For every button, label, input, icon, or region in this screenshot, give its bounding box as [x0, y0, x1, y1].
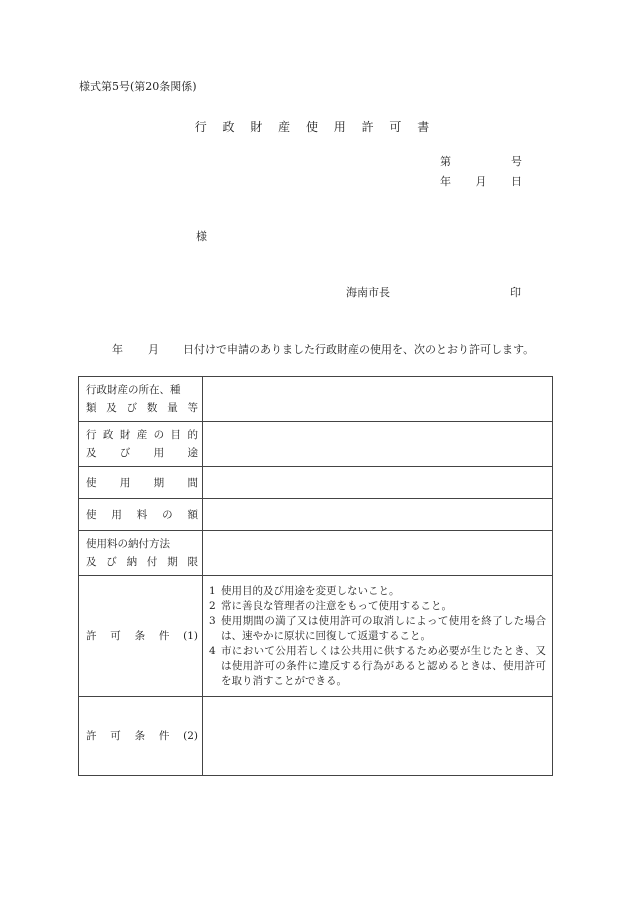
condition-item — [209, 644, 546, 689]
condition-number: 3 — [209, 614, 216, 627]
condition-number: 1 — [209, 584, 216, 597]
row-label-conditions-2 — [79, 697, 203, 776]
date-day: 日 — [511, 175, 522, 188]
row-value-period — [203, 467, 553, 499]
condition-text: 市において公用若しくは公共用に供するため必要が生じたとき、又は使用許可の条件に違反する行為があると認めるときは、使用許可を取り消すことができる。 — [221, 644, 546, 687]
body-month: 月 — [148, 343, 159, 356]
table-row — [79, 531, 553, 576]
row-label-fee — [79, 499, 203, 531]
table-row — [79, 377, 553, 422]
table-row — [79, 576, 553, 697]
label-line: 許 可 条 件 (1) — [86, 630, 198, 642]
doc-number-suffix: 号 — [511, 155, 522, 168]
row-label-payment — [79, 531, 203, 576]
row-label-purpose — [79, 422, 203, 467]
date-month: 月 — [475, 175, 487, 188]
condition-text: 常に善良な管理者の注意をもって使用すること。 — [221, 599, 452, 612]
condition-item — [209, 584, 546, 599]
doc-number-prefix: 第 — [440, 155, 451, 168]
permit-table — [78, 376, 553, 776]
table-row — [79, 422, 553, 467]
table-row — [79, 499, 553, 531]
row-value-payment — [203, 531, 553, 576]
date-year: 年 — [440, 175, 451, 188]
label-line: 及 び 納 付 期 限 — [86, 556, 198, 568]
row-label-period — [79, 467, 203, 499]
condition-text: 使用期間の満了又は使用許可の取消しによって使用を終了した場合は、速やかに原状に回復して返還すること。 — [221, 614, 546, 642]
label-line: 使用料の納付方法 — [86, 538, 170, 550]
row-value-fee — [203, 499, 553, 531]
addressee-honorific: 様 — [196, 230, 207, 243]
body-year: 年 — [112, 343, 123, 356]
row-value-purpose — [203, 422, 553, 467]
row-label-conditions-1 — [79, 576, 203, 697]
issue-date — [440, 175, 522, 189]
condition-item — [209, 599, 546, 614]
body-text: 日付けで申請のありました行政財産の使用を、次のとおり許可します。 — [183, 343, 535, 356]
conditions-1-cell — [203, 576, 553, 697]
label-line: 類 及 び 数 量 等 — [86, 402, 198, 414]
label-line: 行政財産の所在、種 — [86, 384, 181, 396]
table-row — [79, 467, 553, 499]
conditions-2-cell — [203, 697, 553, 776]
document-title: 行 政 財 産 使 用 許 可 書 — [194, 120, 436, 134]
condition-text: 使用目的及び用途を変更しないこと。 — [221, 584, 400, 597]
body-statement — [112, 343, 534, 357]
issuer-name: 海南市長 — [346, 286, 390, 299]
seal-mark: 印 — [510, 286, 521, 299]
label-line: 使 用 期 間 — [86, 476, 198, 489]
document-number — [440, 155, 522, 169]
condition-number: 4 — [209, 644, 216, 657]
row-label-property — [79, 377, 203, 422]
row-value-property — [203, 377, 553, 422]
form-number: 様式第5号(第20条関係) — [79, 80, 197, 93]
label-line: 行 政 財 産 の 目 的 — [86, 429, 198, 441]
condition-item — [209, 614, 546, 644]
label-line: 及 び 用 途 — [86, 447, 198, 459]
label-line: 許 可 条 件 (2) — [86, 730, 198, 742]
condition-number: 2 — [209, 599, 216, 612]
label-line: 使 用 料 の 額 — [86, 508, 198, 521]
table-row — [79, 697, 553, 776]
conditions-list — [203, 580, 552, 693]
